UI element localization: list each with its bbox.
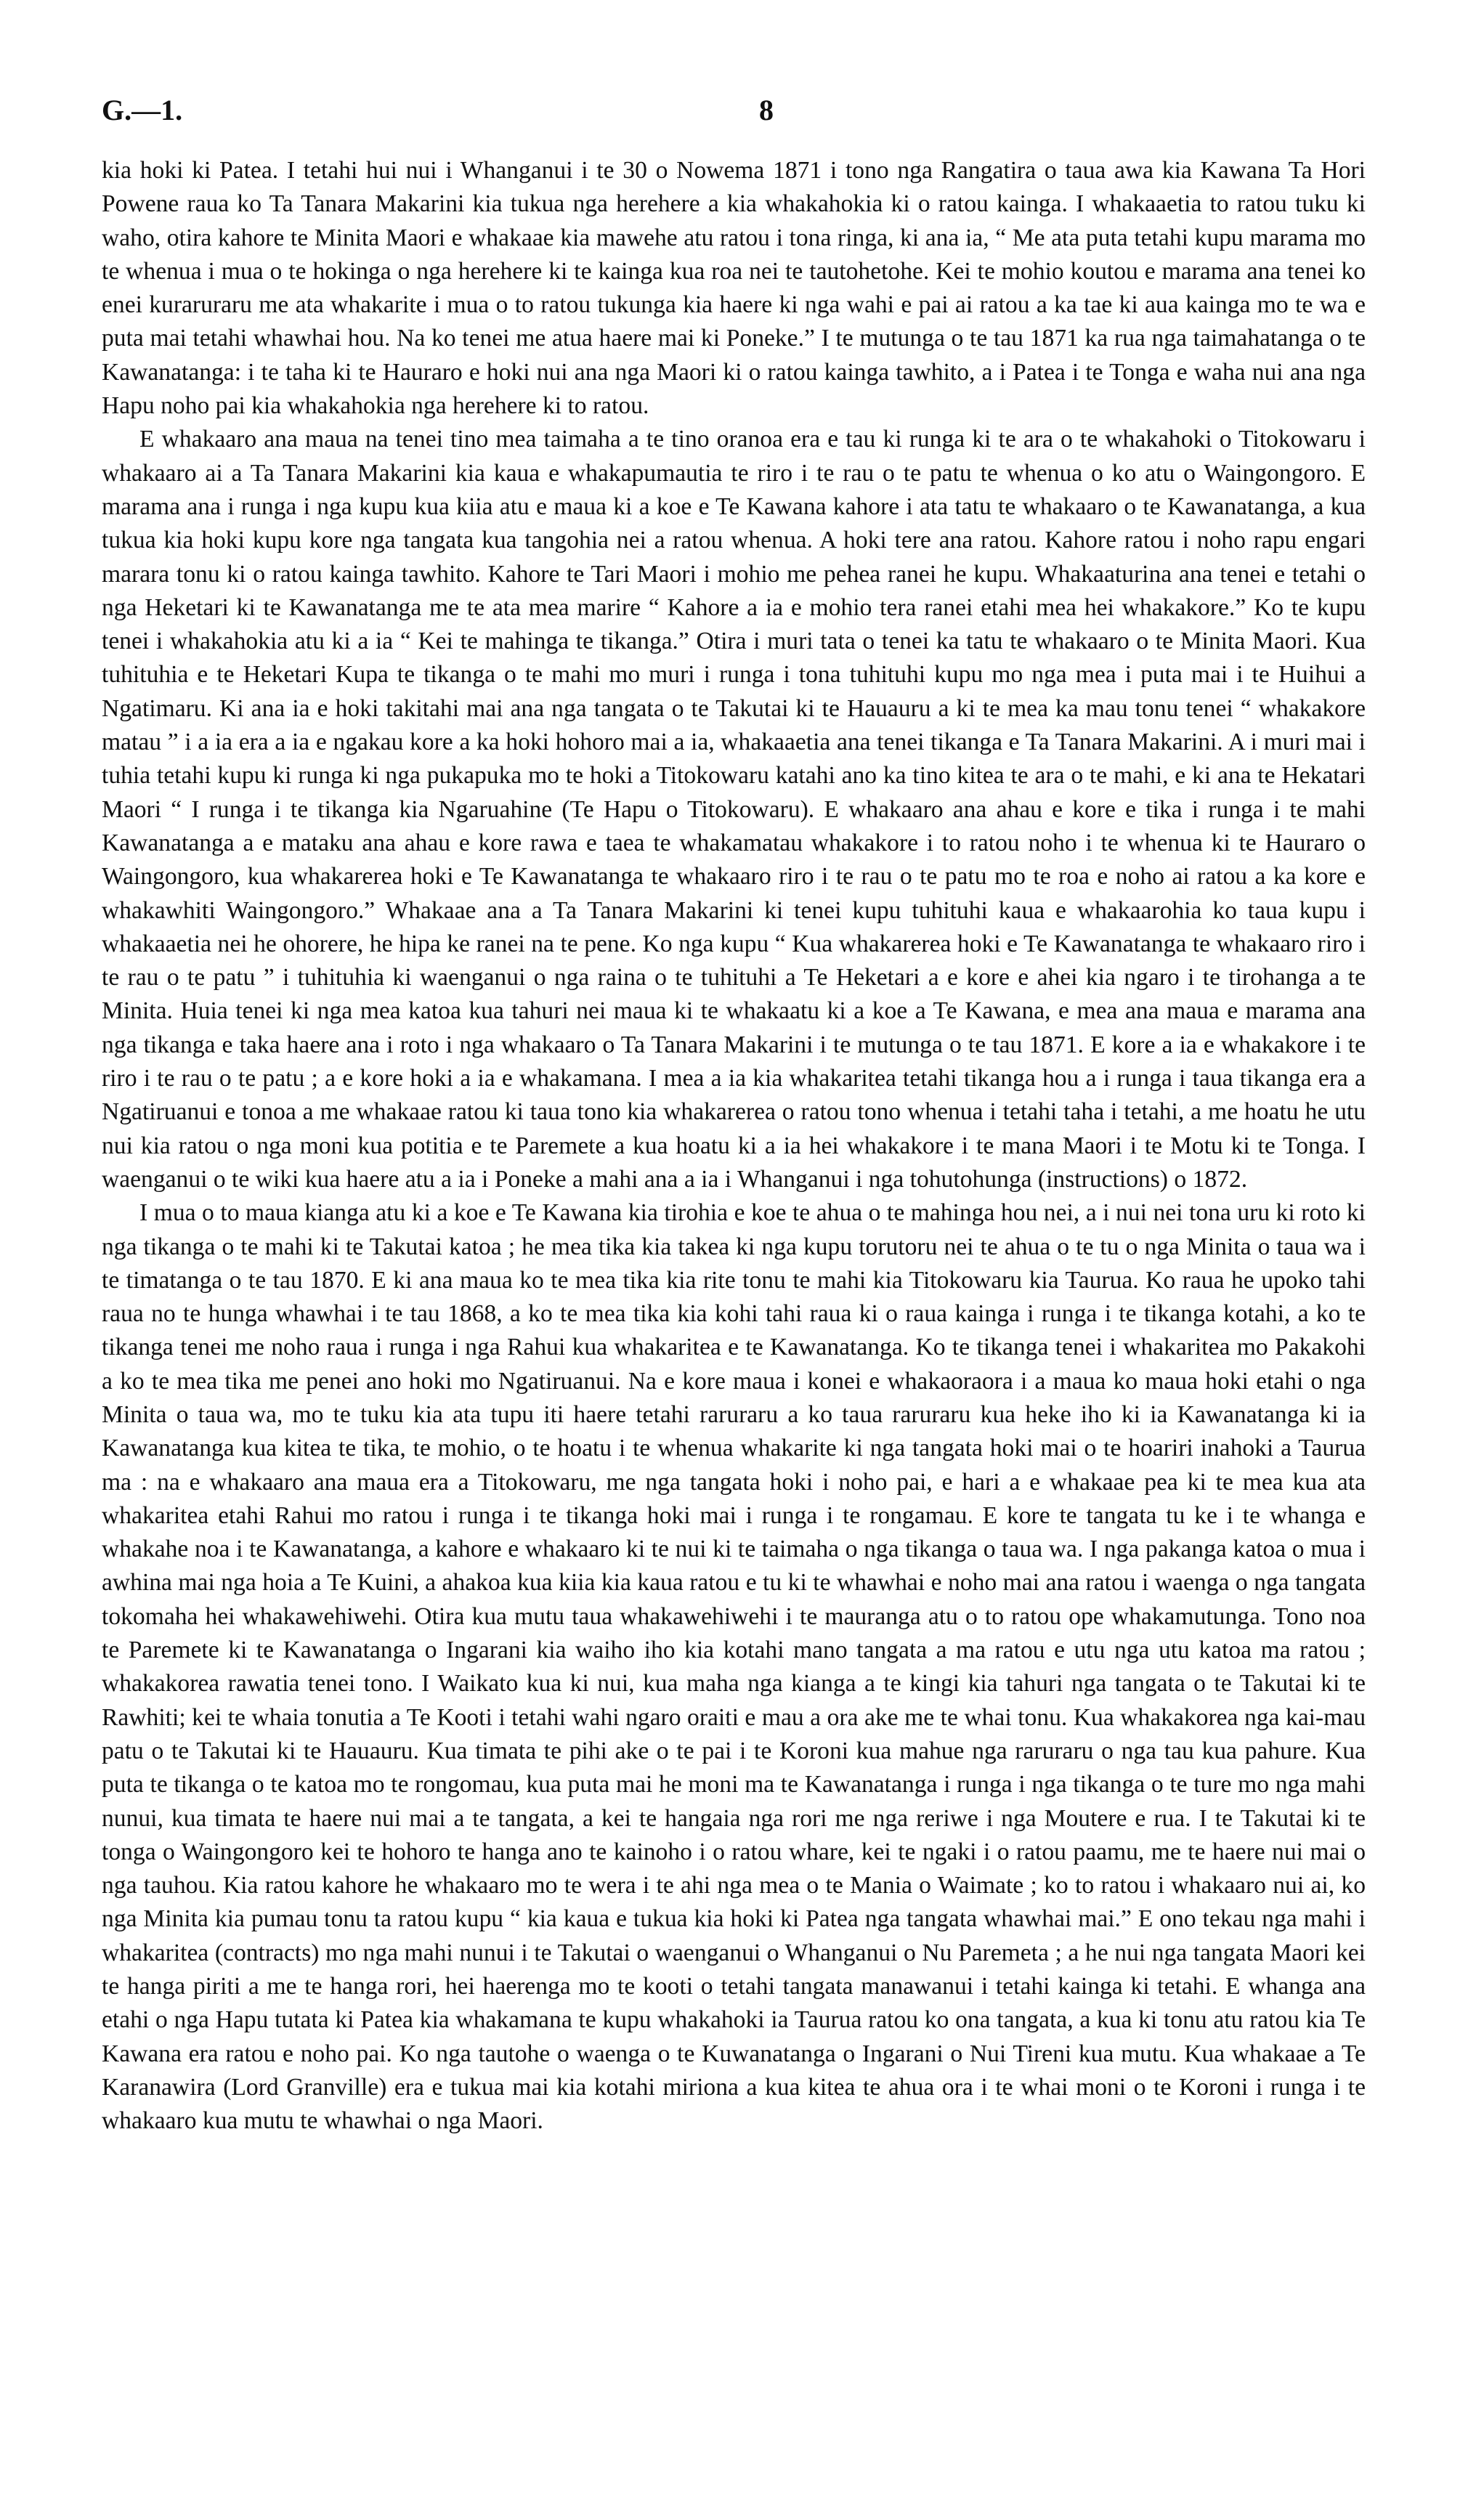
- page-reference: G.—1.: [102, 94, 183, 126]
- paragraph-2: E whakaaro ana maua na tenei tino mea taimaha a te tino oranoa era e tau ki runga ki te ara o te whakahoki o Titokowaru i whakaaro ai a Ta Tanara Makarini kia kaua e whakapumautia te riro i te rau o te patu te whenua o ko atu o Waingongoro. E marama ana i runga i nga kupu kua kiia atu e maua ki a koe e Te Kawana kahore i ata tatu te whakaaro o te Kawanatanga, a kua tukua kia hoki kupu kore nga tangata kua tangohia nei a ratou whenua. A hoki tere ana ratou. Kahore ratou i noho rapu engari marara tonu ki o ratou kainga tawhito. Kahore te Tari Maori i mohio me pehea ranei he kupu. Whakaaturina ana tenei e tetahi o nga Heketari ki te Kawanatanga me te ata mea marire “ Kahore a ia e mohio tera ranei etahi mea hei whakakore.” Ko te kupu tenei i whakahokia atu ki a ia “ Kei te mahinga te tikanga.” Otira i muri tata o tenei ka tatu te whakaaro o te Minita Maori. Kua tuhituhia e te Heketari Kupa te tikanga o te mahi mo muri i runga i tona tuhituhi kupu mo nga mea i puta mai i te Huihui a Ngatimaru. Ki ana ia e hoki takitahi mai ana nga tangata o te Takutai ki te Hauauru a ki te mea ka mau tonu tenei “ whakakore matau ” i a ia era a ia e ngakau kore a ka hoki hohoro mai a ia, whakaaetia ana tenei tikanga e Ta Tanara Makarini. A i muri mai i tuhia tetahi kupu ki runga ki nga pukapuka mo te hoki a Titokowaru katahi ano ka tino kitea te ara o te mahi, e ki ana te Hekatari Maori “ I runga i te tikanga kia Ngaruahine (Te Hapu o Titokowaru). E whakaaro ana ahau e kore e tika i runga i te mahi Kawanatanga a e mataku ana ahau e kore rawa e taea te whakamatau whakakore i to ratou noho i te whenua ki te Hauraro o Waingongoro, kua whakarerea hoki e Te Kawanatanga te whakaaro riro i te rau o te patu mo te roa e noho ai ratou a ka kore e whakawhiti Waingongoro.” Whakaae ana a Ta Tanara Makarini ki tenei kupu tuhituhi kaua e whakaarohia ko taua kupu i whakaaetia nei he ohorere, he hipa ke ranei na te pene. Ko nga kupu “ Kua whakarerea hoki e Te Kawanatanga te whakaaro riro i te rau o te patu ” i tuhituhia ki waenganui o nga raina o te tuhituhi a Te Heketari a e kore e ahei kia ngaro i te tirohanga a te Minita. Huia tenei ki nga mea katoa kua tahuri nei maua ki te whakaatu ki a koe a Te Kawana, e mea ana maua e marama ana nga tikanga e taka haere ana i roto i nga whakaaro o Ta Tanara Makarini i te mutunga o te tau 1871. E kore a ia e whakakore i te riro i te rau o te patu ; a e kore hoki a ia e whakamana. I mea a ia kia whakaritea tetahi tikanga hou a i runga i taua tikanga era a Ngatiruanui e tonoa a me whakaae ratou ki taua tono kia whakarerea o ratou tono whenua i tetahi taha i tetahi, a me hoatu he utu nui kia ratou o nga moni kua potitia e te Paremete a kua hoatu ki a ia hei whakakore i te mana Maori i te Motu ki te Tonga. I waenganui o te wiki kua haere atu a ia i Poneke a mahi ana a ia i Whanganui i nga tohutohunga (instructions) o 1872.: [102, 426, 1366, 1193]
- body-text: [102, 154, 1366, 2138]
- paragraph-3: I mua o to maua kianga atu ki a koe e Te Kawana kia tirohia e koe te ahua o te mahinga hou nei, a i nui nei tona uru ki roto ki nga tikanga o te mahi ki te Takutai katoa ; he mea tika kia takea ki nga kupu torutoru nei te ahua o te tu o nga Minita o taua wa i te timatanga o te tau 1870. E ki ana maua ko te mea tika kia rite tonu te mahi kia Titokowaru kia Taurua. Ko raua he upoko tahi raua no te hunga whawhai i te tau 1868, a ko te mea tika kia kohi tahi raua ki o raua kainga i runga i te tikanga kotahi, a ko te tikanga tenei me noho raua i runga i nga Rahui kua whakaritea e te Kawanatanga. Ko te tikanga tenei i whakaritea mo Pakakohi a ko te mea tika me penei ano hoki mo Ngatiruanui. Na e kore maua i konei e whakaoraora i a maua ko maua hoki etahi o nga Minita o taua wa, mo te tuku kia ata tupu iti haere tetahi raruraru a ko taua raruraru kua heke iho ki ia Kawanatanga ki ia Kawanatanga kua kitea te tika, te mohio, o te hoatu i te whenua whakarite ki nga tangata hoki mai o te hoariri inahoki a Taurua ma : na e whakaaro ana maua era a Titokowaru, me nga tangata hoki i noho pai, e hari a e whakaae pea ki te mea kua ata whakaritea etahi Rahui mo ratou i runga i te tikanga hoki mai i runga i te rongamau. E kore te tangata tu ke i te whanga e whakahe noa i te Kawanatanga, a kahore e whakaaro ki te nui ki te taimaha o nga tikanga o taua wa. I nga pakanga katoa o mua i awhina mai nga hoia a Te Kuini, a ahakoa kua kiia kia kaua ratou e tu ki te whawhai e noho mai ana ratou i waenga o nga tangata tokomaha hei whakawehiwehi. Otira kua mutu taua whakawehiwehi i te mauranga atu o to ratou ope whakamutunga. Tono noa te Paremete ki te Kawanatanga o Ingarani kia waiho iho kia kotahi mano tangata a ma ratou e utu nga utu katoa ma ratou ; whakakorea rawatia tenei tono. I Waikato kua ki nui, kua maha nga kianga a te kingi kia tahuri nga tangata o te Takutai ki te Rawhiti; kei te whaia tonutia a Te Kooti i tetahi wahi ngaro oraiti e mau a ora ake me te whai tonu. Kua whakakorea nga kai-mau patu o te Takutai ki te Hauauru. Kua timata te pihi ake o te pai i te Koroni kua mahue nga raruraru o nga tau kua pahure. Kua puta te tikanga o te katoa mo te rongomau, kua puta mai he moni ma te Kawanatanga i runga i nga tikanga o te ture mo nga mahi nunui, kua timata te haere nui mai a te tangata, a kei te hangaia nga rori me nga reriwe i nga Moutere e rua. I te Takutai ki te tonga o Waingongoro kei te hohoro te hanga ano te kainoho i o ratou whare, kei te ngaki i o ratou paamu, me te haere nui mai o nga tauhou. Kia ratou kahore he whakaaro mo te wera i te ahi nga mea o te Mania o Waimate ; ko to ratou i whakaaro nui ai, ko nga Minita kia pumau tonu ta ratou kupu “ kia kaua e tukua kia hoki ki Patea nga tangata whawhai mai.” E ono tekau nga mahi i whakaritea (contracts) mo nga mahi nunui i te Takutai o waenganui o Whanganui o Nu Paremeta ; a he nui nga tangata Maori kei te hanga piriti a me te hanga rori, hei haerenga mo te kooti o tetahi tangata manawanui i tetahi kainga ki tetahi. E whanga ana etahi o nga Hapu tutata ki Patea kia whakamana te kupu whakahoki ia Taurua ratou ko ona tangata, a kua ki tonu atu ratou kia Te Kawana era ratou e noho pai. Ko nga tautohe o waenga o te Kuwanatanga o Ingarani o Nui Tireni kua mutu. Kua whakaae a Te Karanawira (Lord Granville) era e tukua mai kia kotahi miriona a kua kitea te ahua ora i te whai moni o te Koroni i runga i te whakaaro kua mutu te whawhai o nga Maori.: [102, 1199, 1366, 2135]
- page-header: [102, 93, 1366, 137]
- page-number: 8: [759, 94, 774, 126]
- document-page: [102, 0, 1366, 2514]
- paragraph-1: kia hoki ki Patea. I tetahi hui nui i Whanganui i te 30 o Nowema 1871 i tono nga Rangatira o taua awa kia Kawana Ta Hori Powene raua ko Ta Tanara Makarini kia tukua nga herehere a kia whakahokia ki o ratou kainga. I whakaaetia to ratou tuku ki waho, otira kahore te Minita Maori e whakaae kia mawehe atu ratou i tona ringa, ki ana ia, “ Me ata puta tetahi kupu marama mo te whenua i mua o te hokinga o nga herehere ki te kainga kua roa nei te tautohetohe. Kei te mohio koutou e marama ana tenei ko enei kuraruraru me ata whakarite i mua o to ratou tukunga kia haere ki nga wahi e pai ai ratou a ka tae ki aua kainga mo te wa e puta mai tetahi whawhai hou. Na ko tenei me atua haere mai ki Poneke.” I te mutunga o te tau 1871 ka rua nga taimahatanga o te Kawanatanga: i te taha ki te Hauraro e hoki nui ana nga Maori ki o ratou kainga tawhito, a i Patea i te Tonga e waha nui ana nga Hapu noho pai kia whakahokia nga herehere ki to ratou.: [102, 157, 1366, 420]
